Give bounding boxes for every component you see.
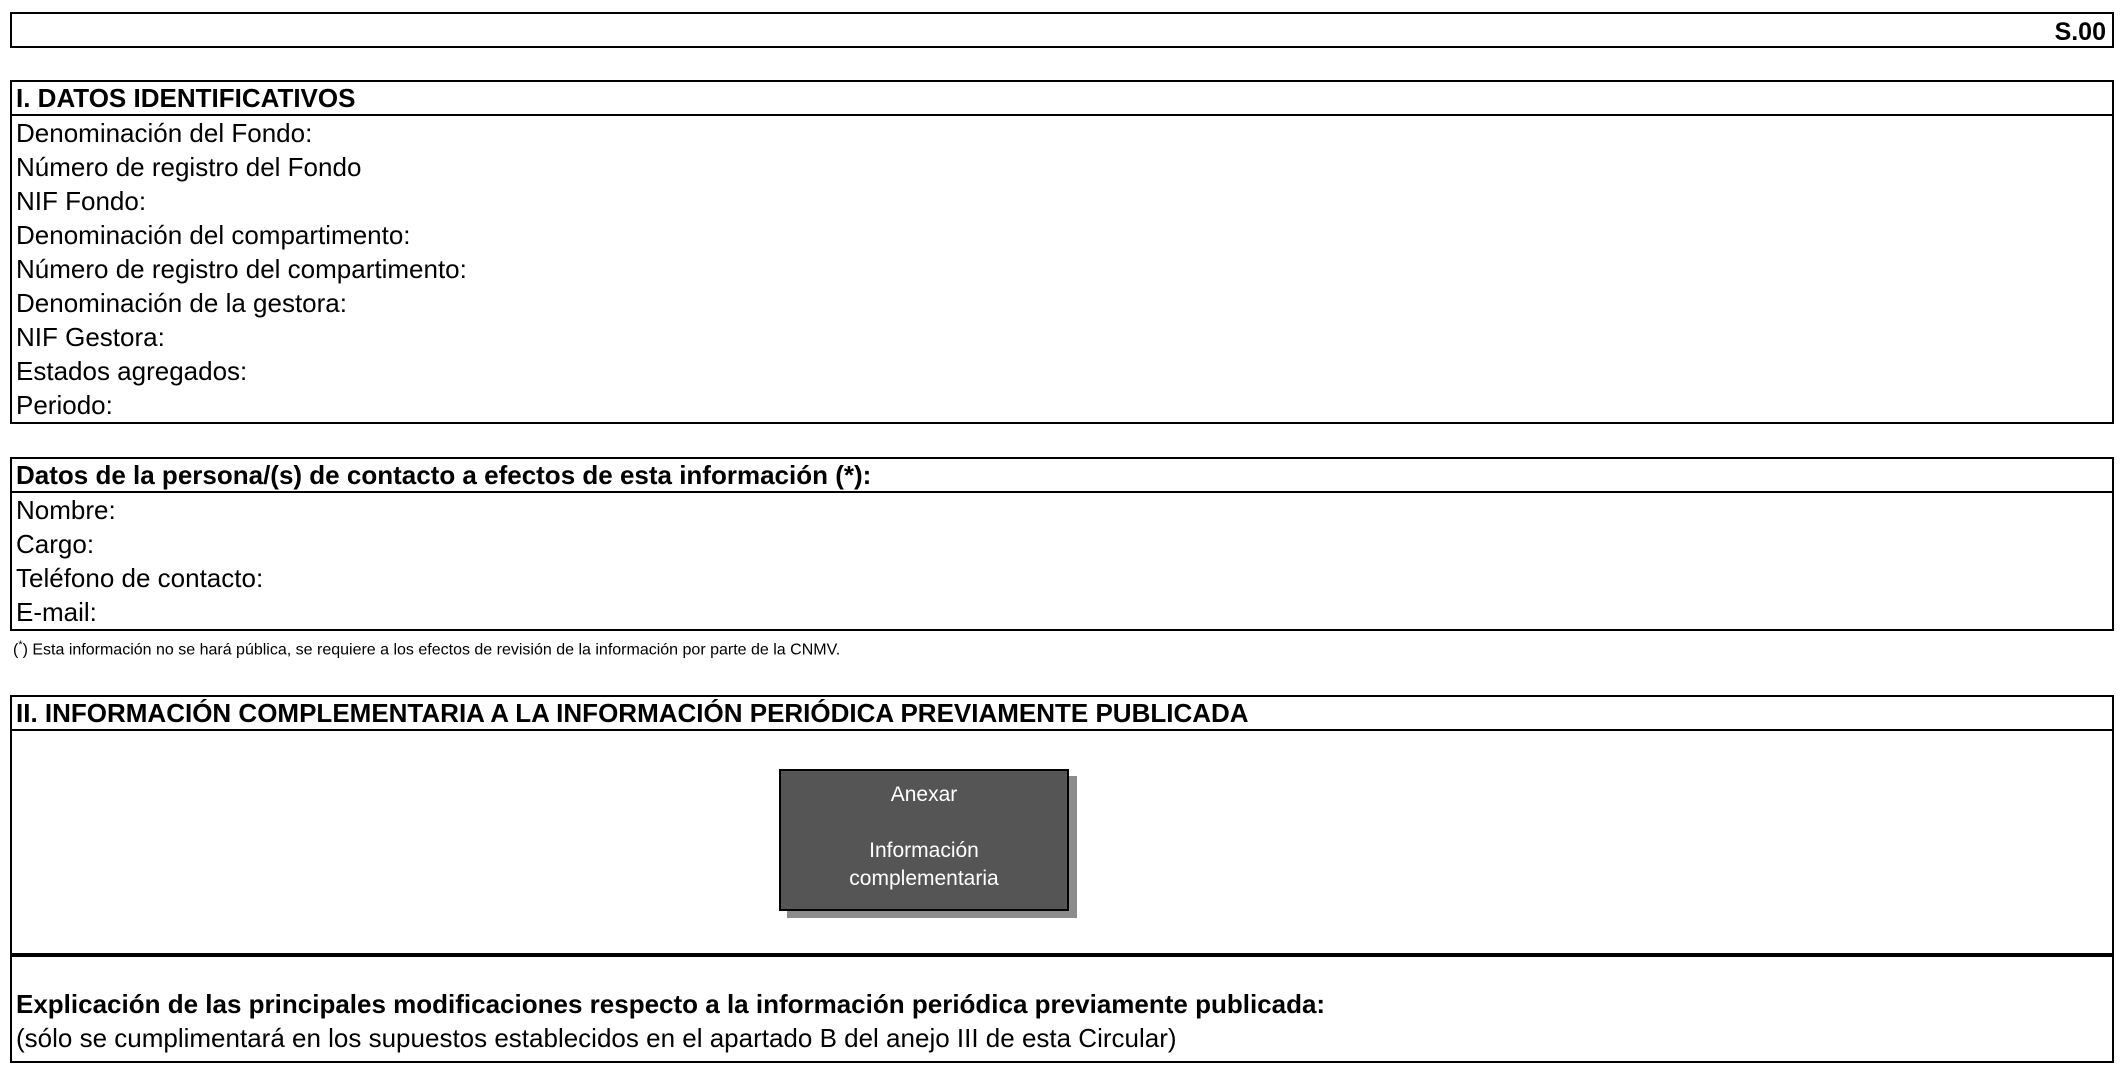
field-fund-registry-number[interactable]: Número de registro del Fondo [16,152,362,182]
field-compartment-name[interactable]: Denominación del compartimento: [16,220,411,250]
field-compartment-registry-number[interactable]: Número de registro del compartimento: [16,254,467,284]
field-fund-nif[interactable]: NIF Fondo: [16,186,147,216]
field-contact-email[interactable]: E-mail: [16,597,97,627]
section-title-contact: Datos de la persona/(s) de contacto a efectos de esta información (*): [12,459,2112,493]
complementary-info-section [10,695,2114,1063]
field-contact-name[interactable]: Nombre: [16,495,116,525]
field-manager-name[interactable]: Denominación de la gestora: [16,288,347,318]
section-title-complementary: II. INFORMACIÓN COMPLEMENTARIA A LA INFORMACIÓN PERIÓDICA PREVIAMENTE PUBLICADA [12,697,2112,731]
attach-area [12,731,2112,957]
attach-button-label-line2: Información [869,839,979,862]
footnote-mark: * [18,639,23,651]
explanation-title: Explicación de las principales modificaciones respecto a la información periódica previamente publicada: [16,989,1326,1019]
attach-button-label-line3: complementaria [849,867,999,890]
attach-complementary-info-button[interactable] [779,769,1069,911]
contact-footnote: (*) Esta información no se hará pública, se requiere a los efectos de revisión de la información por parte de la CNMV. [13,639,841,659]
section-title-identification: I. DATOS IDENTIFICATIVOS [12,82,2112,116]
field-aggregated-statements[interactable]: Estados agregados: [16,356,248,386]
contact-section [10,457,2114,631]
attach-button-label-line1: Anexar [890,783,958,806]
field-period[interactable]: Periodo: [16,390,113,420]
form-code-box [10,12,2114,48]
field-contact-position[interactable]: Cargo: [16,529,95,559]
field-fund-name[interactable]: Denominación del Fondo: [16,118,313,148]
explanation-block [12,957,2112,1055]
field-contact-phone[interactable]: Teléfono de contacto: [16,563,264,593]
identification-section [10,80,2114,424]
form-code: S.00 [2054,18,2106,46]
explanation-note: (sólo se cumplimentará en los supuestos establecidos en el apartado B del anejo III de esta Circular) [16,1023,1177,1053]
field-manager-nif[interactable]: NIF Gestora: [16,322,165,352]
